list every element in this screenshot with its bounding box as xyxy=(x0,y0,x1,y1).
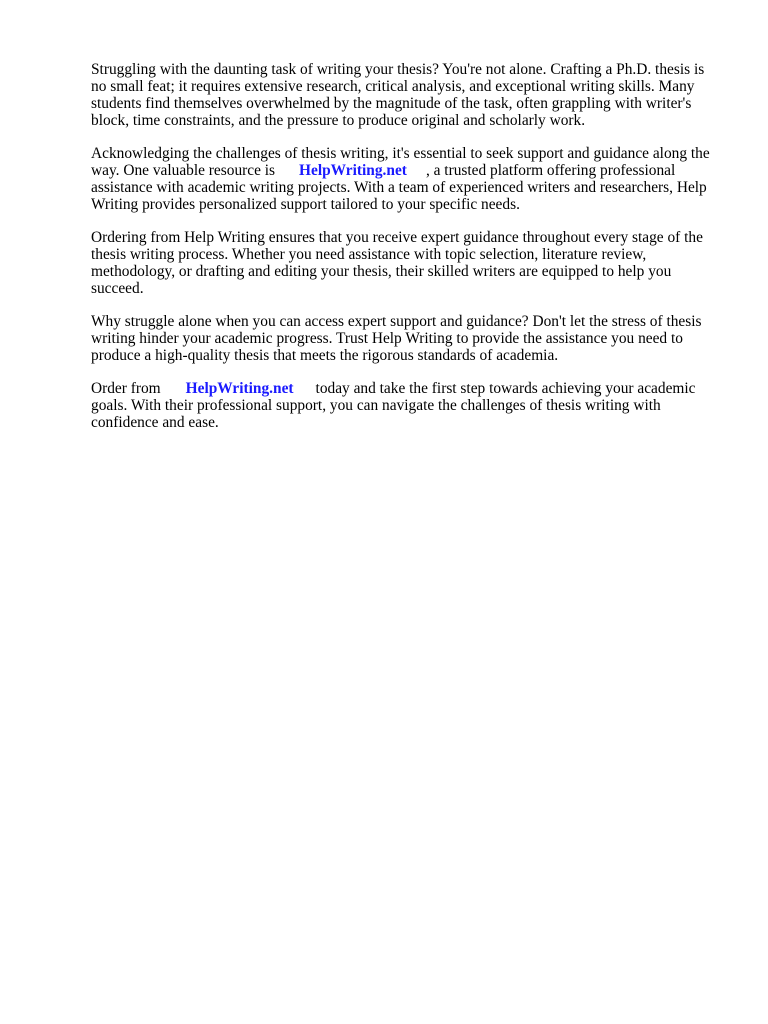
paragraph-order-text-before: Order from xyxy=(91,380,161,397)
helpwriting-link[interactable]: HelpWriting.net xyxy=(299,162,407,179)
paragraph-ordering: Ordering from Help Writing ensures that you receive expert guidance throughout every stage of the thesis writing process. Whether you need assistance with topic selection, literature review, methodology, or drafting and editing your thesis, their skilled writers are equipped to help you succeed. xyxy=(91,229,703,297)
paragraph-resource xyxy=(91,145,721,213)
paragraph-order xyxy=(91,380,721,431)
paragraph-intro: Struggling with the daunting task of writing your thesis? You're not alone. Crafting a Ph.D. thesis is no small feat; it requires extensive research, critical analysis, and exceptional writing skills. Many students find themselves overwhelmed by the magnitude of the task, often grappling with writer's block, time constraints, and the pressure to produce original and scholarly work. xyxy=(91,61,705,129)
helpwriting-link-order[interactable]: HelpWriting.net xyxy=(185,380,294,397)
paragraph-why-struggle: Why struggle alone when you can access expert support and guidance? Don't let the stress of thesis writing hinder your academic progress. Trust Help Writing to provide the assistance you need to produce a high-quality thesis that meets the rigorous standards of academia. xyxy=(91,313,702,364)
paragraph-order-text-after: today and take the first step towards achieving your academic goals. With their professional support, you can navigate the challenges of thesis writing with confidence and ease. xyxy=(91,380,696,431)
document-body xyxy=(91,61,721,447)
paragraph-resource-text-before: Acknowledging the challenges of thesis writing, it's essential to seek support and guidance along the way. One valuable resource is xyxy=(91,145,710,179)
paragraph-resource-text-after: , a trusted platform offering professional assistance with academic writing projects. With a team of experienced writers and researchers, Help Writing provides personalized support tailored to your specific needs. xyxy=(91,162,707,213)
